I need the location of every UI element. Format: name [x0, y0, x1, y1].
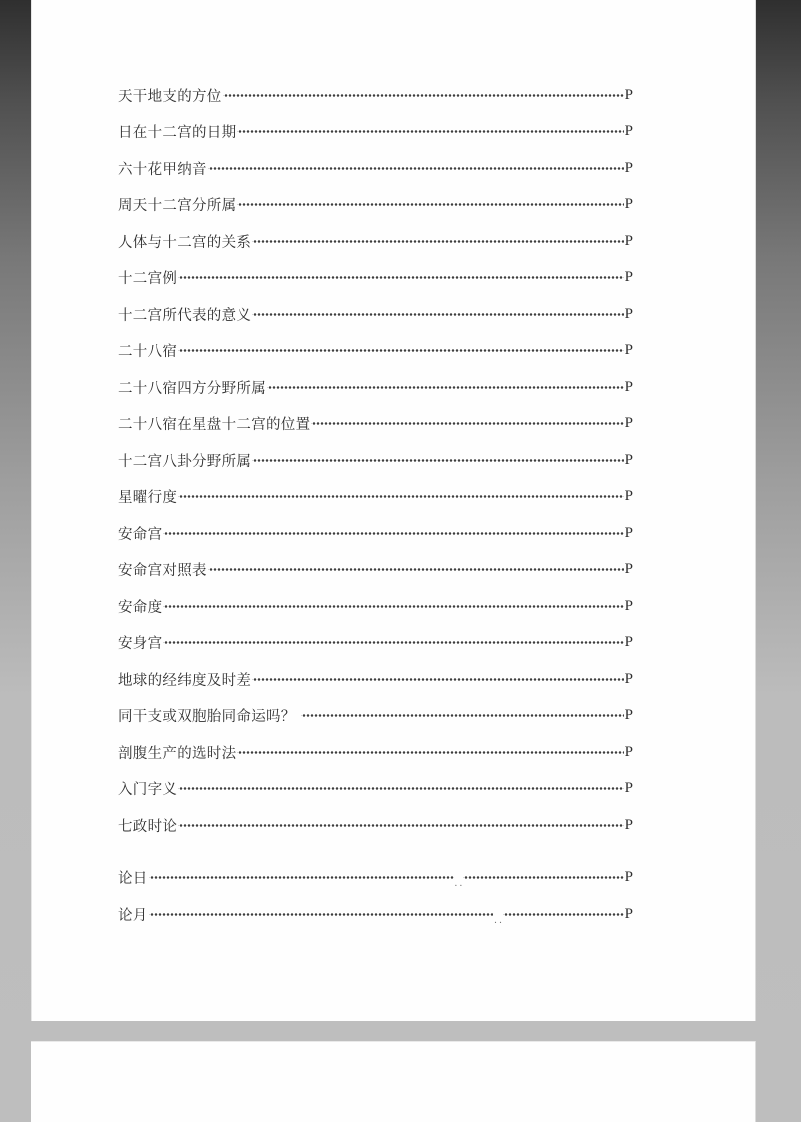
dot-leader [252, 307, 623, 322]
page-ref: P [624, 743, 633, 760]
toc-entry [118, 860, 633, 897]
page-ref: P [624, 869, 633, 886]
toc-entry-title: 十二宫例 [118, 271, 178, 288]
dot-leader [267, 380, 624, 395]
toc-entry-title: 论月 [118, 907, 148, 924]
toc-entry-title: 七政时论 [118, 818, 178, 835]
toc-entry-title: 十二宫所代表的意义 [118, 307, 252, 324]
toc-entry [118, 223, 633, 260]
toc-entry-title: 星曜行度 [118, 490, 178, 507]
page-ref: P [624, 305, 633, 322]
dot-leader [163, 599, 623, 614]
page-ref: P [624, 269, 633, 286]
toc-entry-title: 同干支或双胞胎同命运吗？ [118, 709, 300, 726]
document-page-2 [31, 1041, 756, 1122]
toc-entry [118, 515, 633, 552]
dot-leader [252, 453, 623, 468]
toc-entry-title: 人体与十二宫的关系 [118, 234, 252, 251]
page-ref: P [624, 86, 633, 103]
page-ref: P [624, 342, 633, 359]
page-ref: P [624, 123, 633, 140]
dot-leader [301, 708, 624, 723]
dot-leader [178, 343, 623, 358]
page-ref: P [624, 597, 633, 614]
dot-leader [178, 781, 623, 796]
page-ref: P [624, 634, 633, 651]
toc-entry-title: 入门字义 [118, 782, 178, 799]
page-ref: P [624, 415, 633, 432]
toc-entry [118, 406, 633, 443]
toc-entry [118, 114, 633, 151]
dot-leader [311, 416, 623, 431]
toc-entry-title: 剖腹生产的选时法 [118, 745, 237, 762]
dot-leader [237, 197, 623, 212]
toc-entry-title: 地球的经纬度及时差 [118, 672, 252, 689]
page-ref: P [624, 488, 633, 505]
dot-leader [178, 270, 623, 285]
dot-leader [503, 907, 624, 922]
toc-entry [118, 260, 633, 297]
toc-entry-title: 二十八宿四方分野所属 [118, 380, 266, 397]
toc-entry [118, 588, 633, 625]
page-ref: P [624, 707, 633, 724]
page-ref: P [624, 232, 633, 249]
dot-leader [463, 870, 624, 885]
toc-list [118, 77, 633, 933]
toc-entry [118, 625, 633, 662]
toc-entry [118, 150, 633, 187]
page-ref: P [624, 816, 633, 833]
toc-entry-title: 二十八宿在星盘十二宫的位置 [118, 417, 311, 434]
toc-entry [118, 333, 633, 370]
page-ref: P [624, 670, 633, 687]
dot-leader [223, 88, 624, 103]
dot-leader [208, 161, 624, 176]
page-ref: P [624, 905, 633, 922]
toc-entry-title: 二十八宿 [118, 344, 178, 361]
toc-entry [118, 369, 633, 406]
dot-leader [252, 672, 623, 687]
toc-entry-title: 日在十二宫的日期 [118, 125, 237, 142]
toc-entry [118, 698, 633, 735]
dot-leader [208, 562, 624, 577]
page-ref: P [624, 561, 633, 578]
page-ref: P [624, 524, 633, 541]
dot-leader [252, 234, 623, 249]
dot-leader [163, 635, 623, 650]
toc-entry [118, 552, 633, 589]
toc-entry-title: 六十花甲纳音 [118, 161, 207, 178]
toc-entry [118, 296, 633, 333]
toc-entry-title: 安命宫 [118, 526, 163, 543]
toc-entry [118, 479, 633, 516]
dot-leader [237, 124, 623, 139]
toc-entry [118, 442, 633, 479]
page-ref: P [624, 780, 633, 797]
page-ref: P [624, 159, 633, 176]
toc-entry-title: 安命度 [118, 599, 163, 616]
toc-entry-title: 周天十二宫分所属 [118, 198, 237, 215]
dot-leader [149, 907, 494, 922]
toc-entry [118, 896, 633, 933]
toc-entry [118, 661, 633, 698]
page-ref: P [624, 378, 633, 395]
scan-artifact-dots: . . [494, 914, 502, 926]
dot-leader [178, 489, 623, 504]
document-page-1 [31, 0, 756, 1021]
dot-leader [178, 818, 623, 833]
toc-entry-title: 天干地支的方位 [118, 88, 222, 105]
dot-leader [237, 745, 623, 760]
toc-entry-title: 安身宫 [118, 636, 163, 653]
dot-leader [149, 870, 454, 885]
toc-entry [118, 807, 633, 844]
toc-entry [118, 77, 633, 114]
dot-leader [163, 526, 623, 541]
toc-entry [118, 187, 633, 224]
toc-entry [118, 734, 633, 771]
scan-artifact-dots: . . [454, 878, 463, 889]
toc-section-gap [118, 844, 633, 860]
toc-entry-title: 安命宫对照表 [118, 563, 207, 580]
page-ref: P [624, 451, 633, 468]
toc-entry [118, 771, 633, 808]
toc-entry-title: 论日 [118, 871, 148, 888]
page-ref: P [624, 196, 633, 213]
toc-entry-title: 十二宫八卦分野所属 [118, 453, 252, 470]
